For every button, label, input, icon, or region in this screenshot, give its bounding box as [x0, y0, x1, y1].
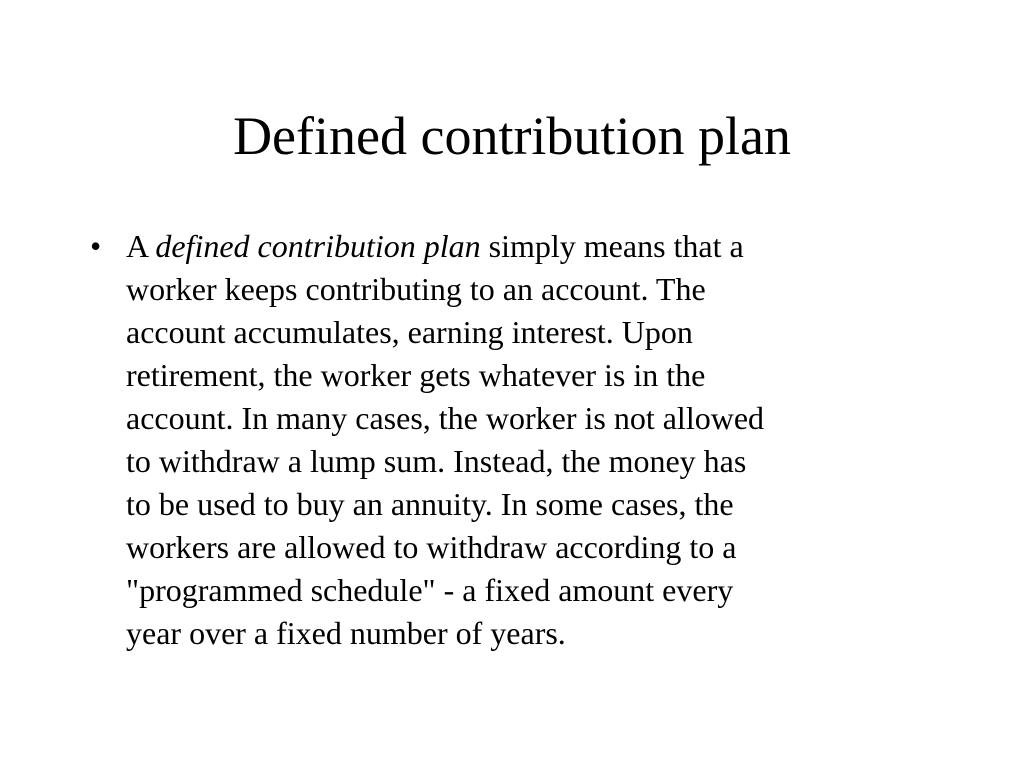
bullet-list [88, 225, 968, 655]
bullet-first-line-rest: simply means that a [480, 228, 744, 264]
bullet-item [88, 225, 968, 655]
emphasized-term: defined contribution plan [155, 228, 481, 264]
bullet-line-5: account. In many cases, the worker is not allowed [126, 400, 765, 436]
bullet-line-2: worker keeps contributing to an account. The [126, 271, 706, 307]
bullet-line-7: to be used to buy an annuity. In some cases, the [126, 486, 734, 522]
bullet-line-10: year over a fixed number of years. [126, 615, 566, 651]
bullet-line-6: to withdraw a lump sum. Instead, the money has [126, 443, 747, 479]
bullet-line-3: account accumulates, earning interest. Upon [126, 314, 693, 350]
bullet-line-8: workers are allowed to withdraw according to a [126, 529, 737, 565]
bullet-marker: • [90, 228, 102, 264]
bullet-line-4: retirement, the worker gets whatever is in the [126, 357, 706, 393]
bullet-line-9: "programmed schedule" - a fixed amount every [126, 572, 734, 608]
bullet-line-1 [126, 225, 968, 268]
slide-title: Defined contribution plan [233, 106, 791, 166]
bullet-lead-text: A [126, 228, 156, 264]
